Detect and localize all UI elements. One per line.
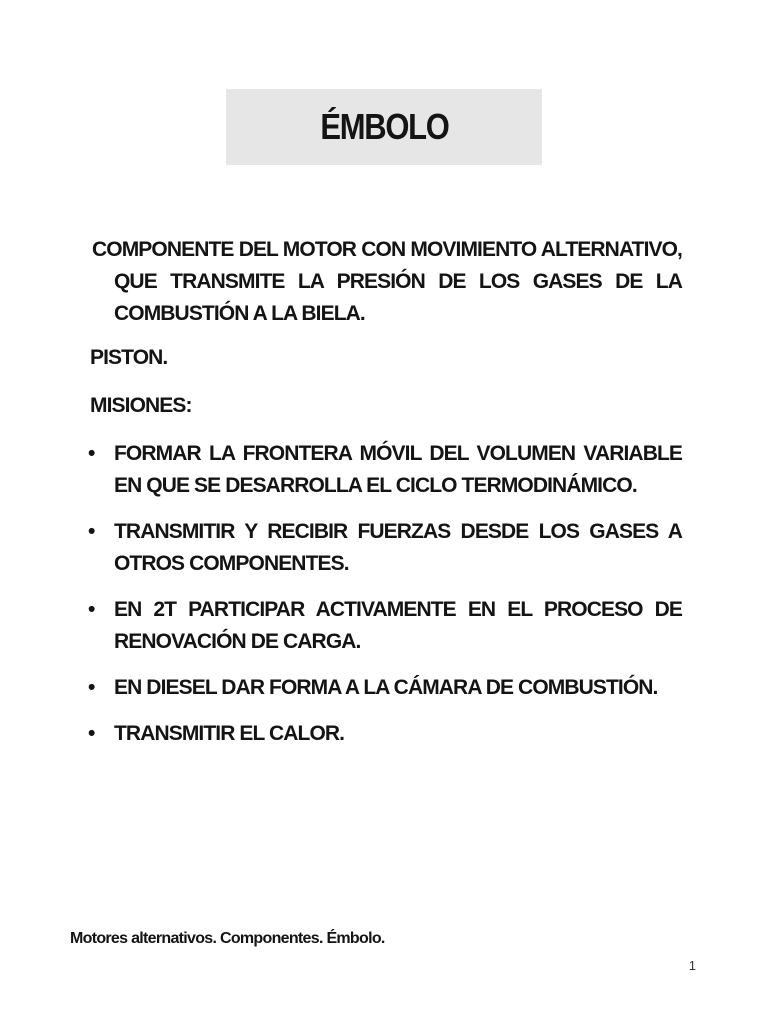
mission-item <box>88 438 682 502</box>
missions-list <box>88 438 682 750</box>
mission-item <box>88 718 682 750</box>
mission-text: FORMAR LA FRONTERA MÓVIL DEL VOLUMEN VARIABLE EN QUE SE DESARROLLA EL CICLO TERMODINÁMICO. <box>114 442 682 497</box>
page-footer: Motores alternativos. Componentes. Émbolo. <box>70 930 385 947</box>
bullet-icon: • <box>88 520 95 543</box>
bullet-icon: • <box>88 676 95 699</box>
alternate-name: PISTON. <box>90 346 168 369</box>
bullet-icon: • <box>88 442 95 465</box>
page-title: ÉMBOLO <box>319 106 449 147</box>
mission-item <box>88 672 682 704</box>
title-box <box>226 89 542 165</box>
mission-text: TRANSMITIR EL CALOR. <box>114 722 345 745</box>
document-body <box>88 234 682 764</box>
missions-heading: MISIONES: <box>90 394 192 417</box>
mission-item <box>88 516 682 580</box>
mission-text: EN 2T PARTICIPAR ACTIVAMENTE EN EL PROCESO DE RENOVACIÓN DE CARGA. <box>114 598 682 653</box>
mission-text: TRANSMITIR Y RECIBIR FUERZAS DESDE LOS GASES A OTROS COMPONENTES. <box>114 520 682 575</box>
mission-text: EN DIESEL DAR FORMA A LA CÁMARA DE COMBUSTIÓN. <box>114 676 658 699</box>
mission-item <box>88 594 682 658</box>
definition-paragraph: COMPONENTE DEL MOTOR CON MOVIMIENTO ALTERNATIVO, QUE TRANSMITE LA PRESIÓN DE LOS GASES DE LA COMBUSTIÓN A LA BIELA. <box>92 238 682 325</box>
bullet-icon: • <box>88 722 95 745</box>
bullet-icon: • <box>88 598 95 621</box>
page-number: 1 <box>688 958 696 973</box>
